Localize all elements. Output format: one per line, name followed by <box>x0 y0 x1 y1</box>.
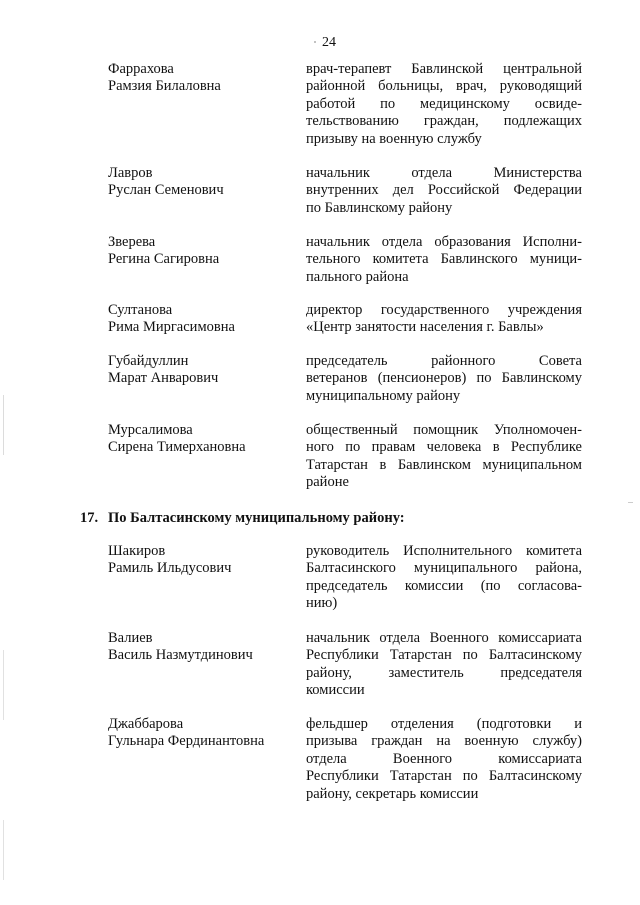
role-line: председатель районного Совета <box>306 353 582 369</box>
member-surname: Султанова <box>108 302 173 318</box>
role-line: районной больницы, врач, руководящий <box>306 78 582 95</box>
member-role <box>306 422 582 492</box>
section-title: По Балтасинскому муниципальному району: <box>108 510 405 526</box>
member-surname: Мурсалимова <box>108 422 193 438</box>
member-name <box>108 61 293 96</box>
role-line: председатель комиссии (по согласова- <box>306 577 582 594</box>
role-line: начальник отдела образования Исполни- <box>306 234 582 250</box>
role-line: району, секретарь комиссии <box>306 785 479 802</box>
member-given-name: Рамиль Ильдусович <box>108 560 232 577</box>
role-line: тельствованию граждан, подлежащих <box>306 113 582 130</box>
role-line: тельного комитета Бавлинского муници- <box>306 251 582 268</box>
member-surname: Джаббарова <box>108 716 184 732</box>
role-line: врач-терапевт Бавлинской центральной <box>306 61 582 77</box>
scan-artifact <box>628 502 633 503</box>
member-name <box>108 165 293 200</box>
member-given-name: Рамзия Билаловна <box>108 78 221 95</box>
member-surname: Валиев <box>108 630 153 646</box>
member-given-name: Василь Назмутдинович <box>108 647 253 664</box>
role-line: начальник отдела Военного комиссариата <box>306 630 582 646</box>
role-line: руководитель Исполнительного комитета <box>306 543 582 559</box>
scan-artifact <box>3 650 4 720</box>
role-line: работой по медицинскому освиде- <box>306 95 582 112</box>
member-name <box>108 302 293 337</box>
member-name <box>108 353 293 388</box>
member-given-name: Сирена Тимерхановна <box>108 439 246 456</box>
role-line: общественный помощник Уполномочен- <box>306 422 582 438</box>
role-line: комиссии <box>306 682 365 699</box>
member-name <box>108 234 293 269</box>
member-role <box>306 61 582 148</box>
member-given-name: Рима Миргасимовна <box>108 319 235 336</box>
role-line: ветеранов (пенсионеров) по Бавлинскому <box>306 370 582 387</box>
member-surname: Зверева <box>108 234 156 250</box>
role-line: району, заместитель председателя <box>306 664 582 681</box>
role-line: ного по правам человека в Республике <box>306 439 582 456</box>
member-given-name: Руслан Семенович <box>108 182 224 199</box>
role-line: Балтасинского муниципального района, <box>306 560 582 577</box>
member-surname: Шакиров <box>108 543 166 559</box>
member-name <box>108 543 293 578</box>
role-line: фельдшер отделения (подготовки и <box>306 716 582 732</box>
member-name <box>108 630 293 665</box>
role-line: внутренних дел Российской Федерации <box>306 182 582 199</box>
role-line: нию) <box>306 595 338 612</box>
member-role <box>306 234 582 286</box>
member-given-name: Марат Анварович <box>108 370 219 387</box>
scan-artifact <box>3 395 4 455</box>
member-name <box>108 716 293 751</box>
member-role <box>306 302 582 337</box>
member-surname: Губайдуллин <box>108 353 189 369</box>
role-line: призыва граждан на военную службу) <box>306 733 582 750</box>
scan-artifact <box>3 820 4 880</box>
role-line: «Центр занятости населения г. Бавлы» <box>306 319 544 336</box>
role-line: по Бавлинскому району <box>306 199 453 216</box>
role-line: муниципальному району <box>306 387 461 404</box>
member-given-name: Регина Сагировна <box>108 251 220 268</box>
page-number: 24 <box>322 35 336 50</box>
member-role <box>306 630 582 700</box>
section-heading <box>80 510 405 527</box>
scan-artifact <box>314 41 316 43</box>
section-number: 17. <box>80 510 99 526</box>
role-line: отдела Военного комиссариата <box>306 750 582 767</box>
member-name <box>108 422 293 457</box>
role-line: начальник отдела Министерства <box>306 165 582 181</box>
member-role <box>306 165 582 217</box>
role-line: пального района <box>306 268 409 285</box>
role-line: Татарстан в Бавлинском муниципальном <box>306 456 582 473</box>
member-role <box>306 353 582 405</box>
member-role <box>306 543 582 613</box>
role-line: призыву на военную службу <box>306 130 482 147</box>
role-line: районе <box>306 474 349 491</box>
role-line: Республики Татарстан по Балтасинскому <box>306 768 582 785</box>
member-surname: Фаррахова <box>108 61 174 77</box>
member-given-name: Гульнара Фердинантовна <box>108 733 265 750</box>
member-role <box>306 716 582 803</box>
member-surname: Лавров <box>108 165 153 181</box>
role-line: Республики Татарстан по Балтасинскому <box>306 647 582 664</box>
role-line: директор государственного учреждения <box>306 302 582 318</box>
